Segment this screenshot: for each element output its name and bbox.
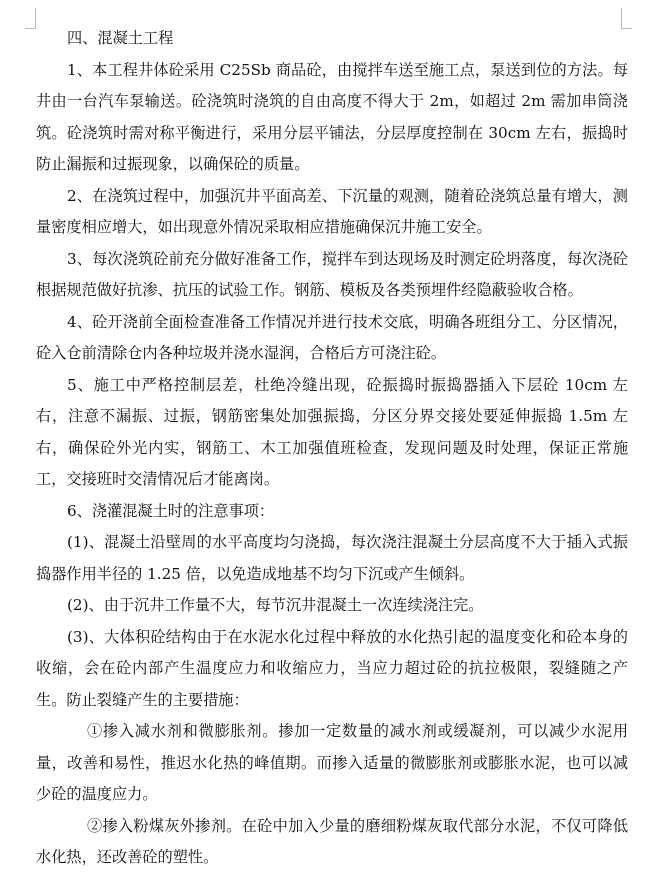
subitem-1: (1)、混凝土沿壁周的水平高度均匀浇捣，每次浇注混凝土分层高度不大于插入式振捣器作用半径的 1.25 倍，以免造成地基不均匀下沉或产生倾斜。 bbox=[36, 533, 628, 583]
section-heading: 四、混凝土工程 bbox=[67, 29, 174, 47]
subitem-2: (2)、由于沉井工作量不大，每节沉井混凝土一次连续浇注完。 bbox=[67, 596, 484, 614]
measure-2: ②掺入粉煤灰外掺剂。在砼中加入少量的磨细粉煤灰取代部分水泥，不仅可降低水化热，还改善砼的塑性。 bbox=[36, 816, 628, 866]
document-body bbox=[36, 23, 628, 874]
subitem-3: (3)、大体积砼结构由于在水泥水化过程中释放的水化热引起的温度变化和砼本身的收缩，会在砼内部产生温度应力和收缩应力，当应力超过砼的抗拉极限，裂缝随之产生。防止裂缝产生的主要措施： bbox=[36, 627, 628, 709]
paragraph-5: 5、施工中严格控制层差，杜绝冷缝出现，砼振捣时振捣器插入下层砼 10cm 左右，注意不漏振、过振，钢筋密集处加强振捣，分区分界交接处要延伸振捣 1.5m 左右，确保砼外光内实，钢筋工、木工加强值班检查，发现问题及时处理，保证正常施工，交接班时交清情况后才能离岗。 bbox=[36, 375, 628, 488]
paragraph-3: 3、每次浇筑砼前充分做好准备工作，搅拌车到达现场及时测定砼坍落度，每次浇砼根据规范做好抗渗、抗压的试验工作。钢筋、模板及各类预埋件经隐蔽验收合格。 bbox=[36, 249, 628, 299]
paragraph-2: 2、在浇筑过程中，加强沉井平面高差、下沉量的观测，随着砼浇筑总量有增大，测量密度相应增大，如出现意外情况采取相应措施确保沉井施工安全。 bbox=[36, 186, 628, 236]
paragraph-1: 1、本工程井体砼采用 C25Sb 商品砼，由搅拌车送至施工点，泵送到位的方法。每井由一台汽车泵输送。砼浇筑时浇筑的自由高度不得大于 2m，如超过 2m 需加串筒浇筑。砼浇筑时需对称平衡进行，采用分层平铺法，分层厚度控制在 30cm 左右，振捣时防止漏振和过振现象，以确保砼的质量。 bbox=[36, 60, 628, 173]
paragraph-4: 4、砼开浇前全面检查准备工作情况并进行技术交底，明确各班组分工、分区情况，砼入仓前清除仓内各种垃圾并浇水湿润，合格后方可浇注砼。 bbox=[36, 312, 628, 362]
measure-1: ①掺入减水剂和微膨胀剂。掺加一定数量的减水剂或缓凝剂，可以减少水泥用量，改善和易性，推迟水化热的峰值期。而掺入适量的微膨胀剂或膨胀水泥，也可以减少砼的温度应力。 bbox=[36, 722, 628, 803]
page-corner-mark-left bbox=[25, 8, 36, 29]
paragraph-6: 6、浇灌混凝土时的注意事项： bbox=[67, 501, 275, 520]
